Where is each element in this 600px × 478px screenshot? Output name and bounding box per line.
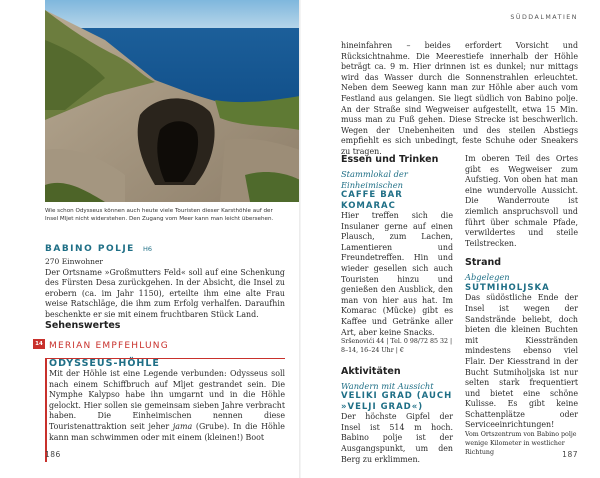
right-column-2 — [465, 154, 578, 457]
activities-subhead: Wandern mit Aussicht — [341, 380, 434, 391]
merian-side-bar — [45, 358, 47, 462]
food-address: Sršenovići 44 | Tel. 0 98/72 85 32 | 8–14, 16–24 Uhr | € — [341, 338, 453, 354]
babino-title: BABINO POLJE — [45, 244, 135, 254]
hike-continued-text: Im oberen Teil des Ortes gibt es Wegweiser zum Aufstieg. Von oben hat man eine wundervolle Aussicht. Die Wanderroute ist ziemlich anspruchsvoll und führt über schmale Pfade, verwildertes und steile Teilstrecken. — [465, 154, 578, 248]
beach-text: Das südöstliche Ende der Insel ist wegen der Sandstrände beliebt, doch bieten die kleinen Buchten mit Kiesstränden mindestens ebenso viel Flair. Der Kiesstrand in der Bucht Sutmiholjska ist nur selten stark frequentiert und bietet eine schöne Kulisse. Es gibt keine Schattenplätze oder Serviceeinrichtungen! — [465, 293, 578, 430]
food-subhead: Stammlokal der Einheimischen — [341, 169, 408, 190]
beach-place-name: SUTMIHOLJSKA — [465, 282, 550, 293]
food-place-name: CAFFE BAR KOMARAC — [341, 190, 403, 211]
running-head: SÜDDALMATIEN — [510, 14, 578, 21]
right-column-1 — [341, 154, 453, 465]
merian-badge: 14 — [33, 339, 45, 349]
babino-text: Der Ortsname »Großmutters Feld« soll auf eine Schenkung des Fürsten Desa zurückgehen. In der Absicht, die Insel zu erobern (ca. im Jahr 1150), erteilte ihm eine alte Frau weise Ratschläge, die ihm zum Erfolg verhalfen. Daraufhin beschenkte er sie mit einem fruchtbaren Stück Land. — [45, 267, 285, 319]
page-number-left: 186 — [45, 450, 61, 459]
activities-heading: Aktivitäten — [341, 365, 401, 377]
cave-continued-text: hineinfahren – beides erfordert Vorsicht und Rücksichtnahme. Die Meerestiefe innerhalb der Höhle beträgt ca. 9 m. Hier drinnen ist es dunkel; nur mittags wird das Wasser durch die Sonnenstrahlen erleuchtet. Neben dem Seeweg kann man zur Höhle aber auch vom Festland aus gelangen. Sie liegt südlich von Babino polje. An der Straße sind Wegweiser aufgestellt, etwa 15 Min. muss man zu Fuß gehen. Diese Strecke ist beschwerlich. Wegen der Unebenheiten und des steilen Abstiegs empfiehlt es sich unbedingt, feste Schuhe oder Sneakers zu tragen. — [341, 41, 578, 156]
sights-heading: Sehenswertes — [45, 320, 121, 331]
cave-photo — [45, 0, 300, 202]
food-heading: Essen und Trinken — [341, 154, 439, 165]
beach-subhead: Abgelegen — [465, 272, 510, 283]
activities-place-name: VELIKI GRAD (AUCH »VELJI GRAD«) — [341, 391, 453, 412]
odysseus-entry — [49, 358, 285, 443]
food-text: Hier treffen sich die Insulaner gerne auf einen Plausch, zum Lachen, Lamentieren und Freundetreffen. Hin und wieder gesellen sich auch Touristen hinzu und genießen den Ausblick, den man von hier aus hat. Im Komarac (Mücke) gibt es Kaffee und Getränke aller Art, aber keine Snacks. — [341, 211, 453, 337]
odysseus-title: ODYSSEUS-HÖHLE — [49, 358, 160, 369]
photo-caption: Wie schon Odysseus können auch heute viele Touristen dieser Karsthöhle auf der Insel Mljet nicht widerstehen. Den Zugang vom Meer kann man leicht übersehen. — [45, 208, 274, 222]
right-page — [300, 0, 600, 478]
beach-heading: Strand — [465, 257, 502, 269]
babino-population: 270 Einwohner — [45, 257, 104, 266]
page-number-right: 187 — [562, 450, 578, 459]
odysseus-text: Mit der Höhle ist eine Legende verbunden: Odysseus soll nach einem Schiffbruch auf Mljet gestrandet sein. Die Nymphe Kalypso habe ihn umgarnt und in die Höhle gelockt. Hier sollen sie gemeinsam sieben Jahre verbracht haben. Die Einheimischen nennen diese Touristenattraktion seit jeher jama (Grube). In die Höhle kann man schwimmen oder mit einem (kleinen!) Boot — [49, 369, 285, 442]
beach-directions: Vom Ortszentrum von Babino polje wenige Kilometer in westlicher Richtung — [465, 431, 577, 456]
activities-text: Der höchste Gipfel der Insel ist 514 m hoch. Babino polje ist der Ausgangspunkt, um den Berg zu erklimmen. — [341, 412, 453, 464]
map-grid-ref: H6 — [142, 245, 152, 253]
babino-entry — [45, 236, 285, 320]
merian-label: MERIAN EMPFEHLUNG — [49, 341, 169, 351]
cave-illustration — [45, 0, 300, 202]
